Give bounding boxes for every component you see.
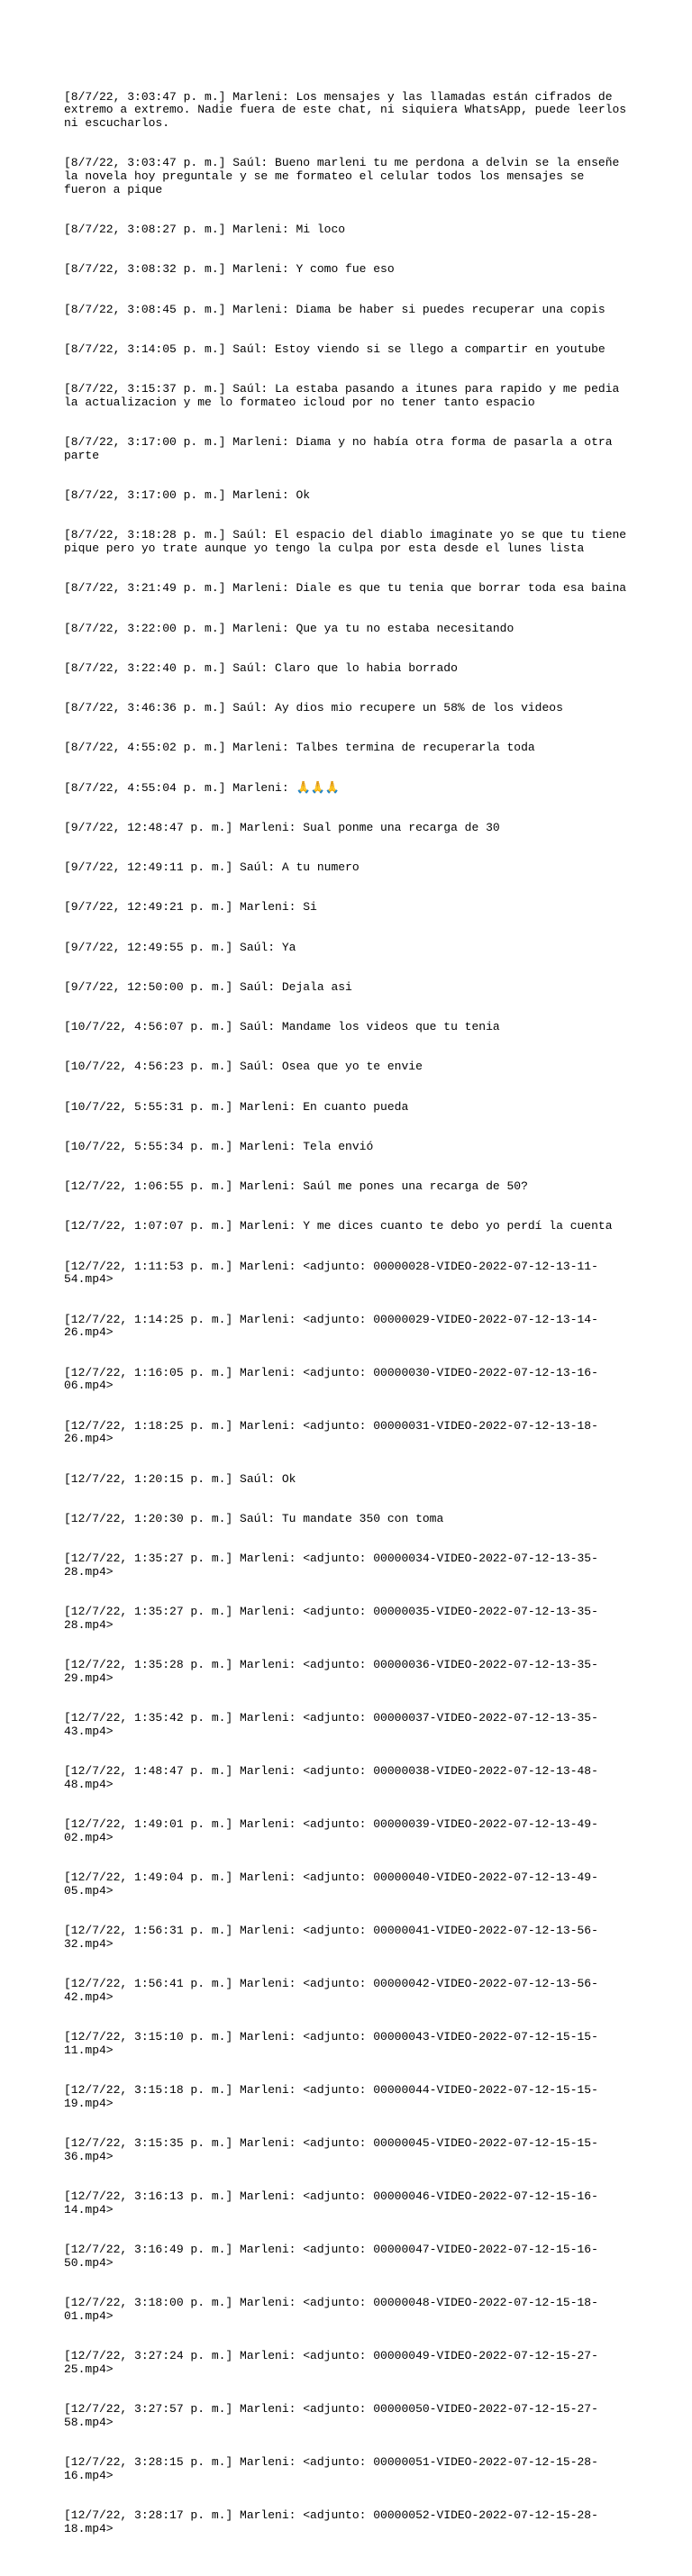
chat-line: [10/7/22, 5:55:34 p. m.] Marleni: Tela envió <box>64 1139 374 1153</box>
chat-line: [8/7/22, 3:08:32 p. m.] Marleni: Y como fue eso <box>64 262 395 277</box>
chat-line: [10/7/22, 5:55:31 p. m.] Marleni: En cuanto pueda <box>64 1099 409 1114</box>
chat-line: [9/7/22, 12:49:21 p. m.] Marleni: Si <box>64 900 317 915</box>
chat-line: [8/7/22, 3:18:28 p. m.] Saúl: El espacio del diablo imaginate yo se que tu tiene pique pero yo trate aunque yo tengo la culpa por esta desde el lunes lista <box>64 528 633 555</box>
chat-line: [12/7/22, 1:18:25 p. m.] Marleni: <adjunto: 00000031-VIDEO-2022-07-12-13-18-26.mp4> <box>64 1418 598 1446</box>
chat-line: [12/7/22, 1:14:25 p. m.] Marleni: <adjunto: 00000029-VIDEO-2022-07-12-13-14-26.mp4> <box>64 1312 598 1340</box>
chat-line: [8/7/22, 3:08:27 p. m.] Marleni: Mi loco <box>64 223 346 236</box>
chat-line: [8/7/22, 3:14:05 p. m.] Saúl: Estoy viendo si se llego a compartir en youtube <box>64 341 606 356</box>
chat-line: [12/7/22, 1:35:27 p. m.] Marleni: <adjunto: 00000035-VIDEO-2022-07-12-13-35-28.mp4> <box>64 1605 598 1632</box>
chat-line: [12/7/22, 1:20:30 p. m.] Saúl: Tu mandate 350 con toma <box>64 1511 444 1525</box>
chat-line: [12/7/22, 1:06:55 p. m.] Marleni: Saúl me pones una recarga de 50? <box>64 1179 528 1193</box>
chat-line: [12/7/22, 1:16:05 p. m.] Marleni: <adjunto: 00000030-VIDEO-2022-07-12-13-16-06.mp4> <box>64 1365 598 1393</box>
chat-line: [12/7/22, 1:56:31 p. m.] Marleni: <adjunto: 00000041-VIDEO-2022-07-12-13-56-32.mp4> <box>64 1924 598 1951</box>
chat-line: [8/7/22, 3:15:37 p. m.] Saúl: La estaba pasando a itunes para rapido y me pedia la actualizacion y me lo formateo icloud por no tener tanto espacio <box>64 382 627 409</box>
chat-line: [8/7/22, 3:03:47 p. m.] Saúl: Bueno marleni tu me perdona a delvin se la enseñe la novela hoy preguntale y se me formateo el celular todos los mensajes se fueron a pique <box>64 156 627 196</box>
chat-line: [12/7/22, 1:35:28 p. m.] Marleni: <adjunto: 00000036-VIDEO-2022-07-12-13-35-29.mp4> <box>64 1658 598 1685</box>
chat-line: [12/7/22, 3:15:10 p. m.] Marleni: <adjunto: 00000043-VIDEO-2022-07-12-15-15-11.mp4> <box>64 2030 598 2057</box>
chat-line: [8/7/22, 4:55:04 p. m.] Marleni: 🙏🙏🙏 <box>64 780 341 795</box>
chat-line: [8/7/22, 3:03:47 p. m.] Marleni: Los mensajes y las llamadas están cifrados de extremo a extremo. Nadie fuera de este chat, ni siquiera WhatsApp, puede leerlos ni escucharlos. <box>64 89 633 130</box>
chat-line: [8/7/22, 3:46:36 p. m.] Saúl: Ay dios mio recupere un 58% de los videos <box>64 701 563 715</box>
chat-line: [12/7/22, 1:48:47 p. m.] Marleni: <adjunto: 00000038-VIDEO-2022-07-12-13-48-48.mp4> <box>64 1764 598 1791</box>
chat-line: [9/7/22, 12:48:47 p. m.] Marleni: Sual ponme una recarga de 30 <box>64 820 500 834</box>
chat-line: [8/7/22, 3:22:00 p. m.] Marleni: Que ya tu no estaba necesitando <box>64 621 514 635</box>
chat-line: [8/7/22, 3:17:00 p. m.] Marleni: Diama y no había otra forma de pasarla a otra parte <box>64 435 620 462</box>
chat-line: [12/7/22, 1:35:42 p. m.] Marleni: <adjunto: 00000037-VIDEO-2022-07-12-13-35-43.mp4> <box>64 1711 598 1738</box>
chat-line: [12/7/22, 1:35:27 p. m.] Marleni: <adjunto: 00000034-VIDEO-2022-07-12-13-35-28.mp4> <box>64 1552 598 1579</box>
chat-line: [12/7/22, 1:11:53 p. m.] Marleni: <adjunto: 00000028-VIDEO-2022-07-12-13-11-54.mp4> <box>64 1259 598 1287</box>
chat-line: [12/7/22, 1:56:41 p. m.] Marleni: <adjunto: 00000042-VIDEO-2022-07-12-13-56-42.mp4> <box>64 1977 598 2004</box>
chat-line: [8/7/22, 3:22:40 p. m.] Saúl: Claro que lo habia borrado <box>64 660 458 675</box>
chat-line: [9/7/22, 12:49:55 p. m.] Saúl: Ya <box>64 940 296 954</box>
chat-line: [12/7/22, 1:49:01 p. m.] Marleni: <adjunto: 00000039-VIDEO-2022-07-12-13-49-02.mp4> <box>64 1817 598 1844</box>
chat-line: [12/7/22, 3:15:18 p. m.] Marleni: <adjunto: 00000044-VIDEO-2022-07-12-15-15-19.mp4> <box>64 2083 598 2110</box>
chat-line: [8/7/22, 3:17:00 p. m.] Marleni: Ok <box>64 488 311 502</box>
chat-line: [10/7/22, 4:56:07 p. m.] Saúl: Mandame los videos que tu tenia <box>64 1020 500 1033</box>
chat-line: [8/7/22, 4:55:02 p. m.] Marleni: Talbes termina de recuperarla toda <box>64 741 535 755</box>
chat-line: [8/7/22, 3:21:49 p. m.] Marleni: Diale es que tu tenia que borrar toda esa baina <box>64 581 627 596</box>
chat-line: [12/7/22, 1:49:04 p. m.] Marleni: <adjunto: 00000040-VIDEO-2022-07-12-13-49-05.mp4> <box>64 1871 598 1898</box>
chat-line: [9/7/22, 12:49:11 p. m.] Saúl: A tu numero <box>64 860 360 874</box>
chat-transcript <box>64 64 632 2576</box>
chat-line: [12/7/22, 1:07:07 p. m.] Marleni: Y me dices cuanto te debo yo perdí la cuenta <box>64 1219 613 1233</box>
chat-line: [10/7/22, 4:56:23 p. m.] Saúl: Osea que yo te envie <box>64 1060 423 1074</box>
chat-line: [9/7/22, 12:50:00 p. m.] Saúl: Dejala asi <box>64 979 352 994</box>
chat-line: [12/7/22, 3:27:24 p. m.] Marleni: <adjunto: 00000049-VIDEO-2022-07-12-15-27-25.mp4> <box>64 2349 598 2376</box>
chat-line: [12/7/22, 3:16:13 p. m.] Marleni: <adjunto: 00000046-VIDEO-2022-07-12-15-16-14.mp4> <box>64 2189 598 2216</box>
chat-line: [12/7/22, 3:28:17 p. m.] Marleni: <adjunto: 00000052-VIDEO-2022-07-12-15-28-18.mp4> <box>64 2508 598 2535</box>
chat-line: [12/7/22, 3:15:35 p. m.] Marleni: <adjunto: 00000045-VIDEO-2022-07-12-15-15-36.mp4> <box>64 2136 598 2163</box>
chat-line: [12/7/22, 3:18:00 p. m.] Marleni: <adjunto: 00000048-VIDEO-2022-07-12-15-18-01.mp4> <box>64 2296 598 2323</box>
chat-line: [12/7/22, 3:27:57 p. m.] Marleni: <adjunto: 00000050-VIDEO-2022-07-12-15-27-58.mp4> <box>64 2402 598 2429</box>
chat-line: [12/7/22, 3:16:49 p. m.] Marleni: <adjunto: 00000047-VIDEO-2022-07-12-15-16-50.mp4> <box>64 2243 598 2270</box>
chat-line: [8/7/22, 3:08:45 p. m.] Marleni: Diama be haber si puedes recuperar una copis <box>64 302 606 316</box>
chat-line: [12/7/22, 1:20:15 p. m.] Saúl: Ok <box>64 1471 296 1486</box>
chat-line: [12/7/22, 3:28:15 p. m.] Marleni: <adjunto: 00000051-VIDEO-2022-07-12-15-28-16.mp4> <box>64 2455 598 2482</box>
